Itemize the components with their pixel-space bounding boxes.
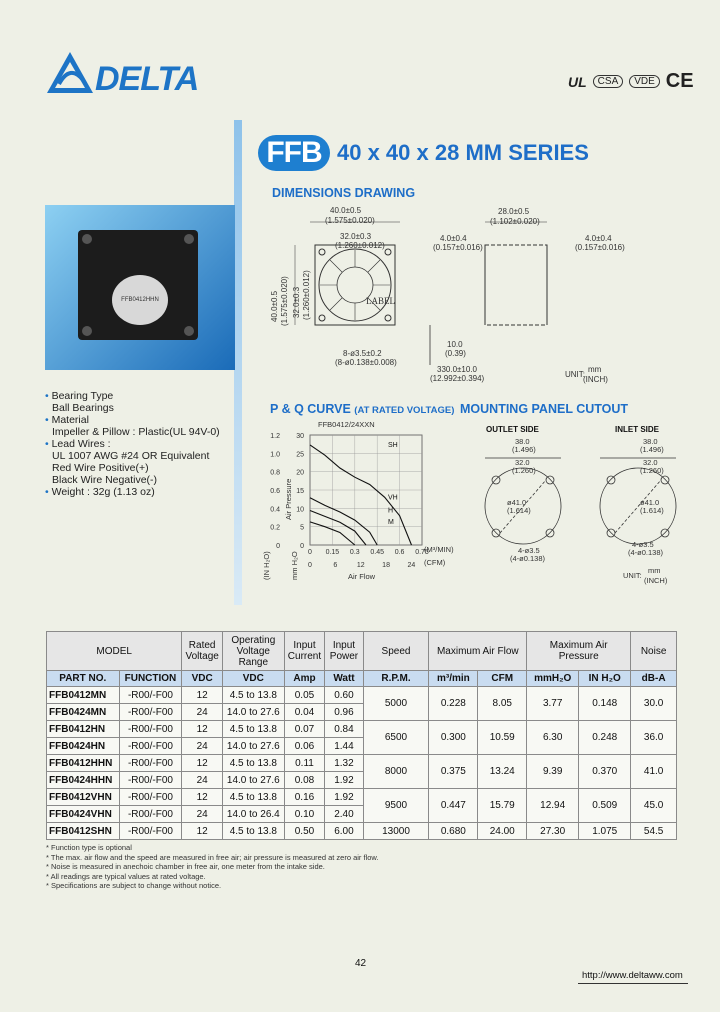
series-label-vh: VH: [388, 494, 398, 502]
series-line-h: [310, 511, 366, 546]
cell-part: FFB0412VHN: [47, 789, 120, 806]
series-label-h: H: [388, 507, 394, 515]
cell-range: 4.5 to 13.8: [223, 755, 285, 772]
cell-func: -R00/-F00: [119, 704, 182, 721]
spec-material-value: Impeller & Pillow : Plastic(UL 94V-0): [52, 426, 220, 438]
cell-flow_m3: 0.300: [429, 721, 478, 755]
outlet-w1: 38.0: [515, 437, 530, 446]
unit-inch: (INCH): [583, 375, 608, 384]
cell-amp: 0.05: [284, 687, 325, 704]
col-model: MODEL: [47, 632, 182, 671]
spec-lead-wire-black: Black Wire Negative(-): [52, 474, 158, 486]
unit-amp: Amp: [284, 671, 325, 687]
dim-depth-inch: (1.102±0.020): [490, 217, 540, 226]
cell-speed: 9500: [363, 789, 429, 823]
x-tick-m3min: 0: [308, 549, 312, 556]
dimensions-title: DIMENSIONS DRAWING: [272, 186, 416, 200]
cell-noise: 41.0: [631, 755, 677, 789]
cell-flow_m3: 0.228: [429, 687, 478, 721]
dim-wire-long-inch: (12.992±0.394): [430, 374, 485, 383]
cell-range: 14.0 to 27.6: [223, 738, 285, 755]
label-text: LABEL: [366, 296, 395, 306]
spec-lead-wire-red: Red Wire Positive(+): [52, 462, 149, 474]
unit-mm: mm: [588, 365, 602, 374]
col-input-current: Input Current: [284, 632, 325, 671]
cell-amp: 0.04: [284, 704, 325, 721]
fan-corner: [82, 234, 92, 244]
cell-rated: 24: [182, 738, 223, 755]
cell-watt: 1.32: [325, 755, 363, 772]
cell-inh2o: 0.370: [579, 755, 631, 789]
footer-divider: [578, 983, 688, 984]
cell-mmh2o: 3.77: [527, 687, 579, 721]
y-tick-inh2o: 1.0: [270, 451, 280, 459]
spec-material: • Material: [45, 414, 220, 426]
y-tick-inh2o: 0.6: [270, 488, 280, 495]
x-tick-cfm: 18: [382, 562, 390, 569]
cell-func: -R00/-F00: [119, 823, 182, 840]
pq-curve-title: [270, 402, 454, 416]
cell-watt: 0.84: [325, 721, 363, 738]
delta-logo-icon: [45, 50, 95, 95]
x-tick-m3min: 0.6: [394, 549, 405, 556]
col-speed: Speed: [363, 632, 429, 671]
inlet-dia: ø41.0: [640, 498, 660, 507]
cell-range: 4.5 to 13.8: [223, 823, 285, 840]
y-tick-mmh2o: 30: [296, 433, 304, 440]
unit-watt: Watt: [325, 671, 363, 687]
cell-part: FFB0412HN: [47, 721, 120, 738]
unit-cfm: CFM: [478, 671, 527, 687]
cell-range: 4.5 to 13.8: [223, 687, 285, 704]
footnote: * Noise is measured in anechoic chamber in free air, one meter from the intake side.: [46, 862, 325, 871]
mount-unit-label: UNIT:: [623, 571, 642, 580]
cell-mmh2o: 27.30: [527, 823, 579, 840]
unit-vdc-range: VDC: [223, 671, 285, 687]
fan-corner: [82, 326, 92, 336]
spec-weight: • Weight : 32g (1.13 oz): [45, 486, 220, 498]
cell-range: 14.0 to 27.6: [223, 704, 285, 721]
series-line-vh: [310, 498, 377, 545]
cell-cfm: 15.79: [478, 789, 527, 823]
cell-rated: 24: [182, 806, 223, 823]
cell-part: FFB0424HHN: [47, 772, 120, 789]
cell-cfm: 8.05: [478, 687, 527, 721]
cell-inh2o: 1.075: [579, 823, 631, 840]
y-tick-inh2o: 0.4: [270, 506, 280, 514]
y-tick-mmh2o: 10: [296, 506, 304, 514]
cell-noise: 36.0: [631, 721, 677, 755]
cell-func: -R00/-F00: [119, 687, 182, 704]
y-tick-mmh2o: 15: [296, 488, 304, 495]
cell-part: FFB0412HHN: [47, 755, 120, 772]
cell-func: -R00/-F00: [119, 806, 182, 823]
x-tick-cfm: 6: [333, 562, 338, 569]
cell-watt: 2.40: [325, 806, 363, 823]
col-input-power: Input Power: [325, 632, 363, 671]
x-tick-cfm: 12: [356, 562, 365, 569]
ce-mark-icon: CE: [665, 70, 694, 92]
x-tick-m3min: 0.15: [325, 549, 340, 556]
cell-watt: 0.96: [325, 704, 363, 721]
pq-y-mmh2o-label: mm H₂O: [290, 551, 299, 580]
dim-depth: 28.0±0.5: [498, 207, 530, 216]
cell-func: -R00/-F00: [119, 789, 182, 806]
dim-flange-left-inch: (0.157±0.016): [433, 243, 483, 252]
unit-function: FUNCTION: [119, 671, 182, 687]
y-tick-mmh2o: 0: [300, 543, 304, 550]
cell-mmh2o: 9.39: [527, 755, 579, 789]
cell-speed: 5000: [363, 687, 429, 721]
cell-range: 14.0 to 26.4: [223, 806, 285, 823]
side-accent-bar: [234, 120, 242, 605]
col-operating-voltage: Operating Voltage Range: [223, 632, 285, 671]
unit-rpm: R.P.M.: [363, 671, 429, 687]
cell-inh2o: 0.248: [579, 721, 631, 755]
x-tick-m3min: 0.3: [349, 549, 360, 556]
table-row: [47, 687, 677, 704]
dim-mount-hole-inch: (8-ø0.138±0.008): [335, 358, 397, 367]
cell-part: FFB0424MN: [47, 704, 120, 721]
footnote: * Specifications are subject to change without notice.: [46, 881, 222, 890]
pq-curve-subtitle: (AT RATED VOLTAGE): [354, 405, 455, 416]
cell-amp: 0.16: [284, 789, 325, 806]
outlet-hole: 4-ø3.5: [518, 546, 540, 555]
x-tick-cfm: 0: [308, 562, 312, 569]
inlet-side-label: INLET SIDE: [615, 425, 660, 434]
unit-m3min: m³/min: [429, 671, 478, 687]
pq-x-unit-m3: (M³/MIN): [424, 545, 454, 554]
unit-part-no: PART NO.: [47, 671, 120, 687]
dim-width: 40.0±0.5: [330, 206, 362, 215]
cell-func: -R00/-F00: [119, 755, 182, 772]
unit-dba: dB-A: [631, 671, 677, 687]
dim-flange-right-inch: (0.157±0.016): [575, 243, 625, 252]
cell-range: 4.5 to 13.8: [223, 721, 285, 738]
series-badge: FFB: [258, 135, 330, 171]
pq-y-axis-title: Air Pressure: [284, 478, 293, 520]
cell-watt: 1.92: [325, 772, 363, 789]
inlet-dia-inch: (1.614): [640, 506, 664, 515]
unit-mmh2o: mmH₂O: [527, 671, 579, 687]
cell-part: FFB0412SHN: [47, 823, 120, 840]
cell-flow_m3: 0.447: [429, 789, 478, 823]
spec-bearing: • Bearing Type: [45, 390, 220, 402]
cell-amp: 0.50: [284, 823, 325, 840]
spec-bearing-value: Ball Bearings: [52, 402, 114, 414]
cell-rated: 12: [182, 687, 223, 704]
y-tick-inh2o: 1.2: [270, 433, 280, 440]
pq-y-inh2o-label: (IN H₂O): [262, 551, 271, 580]
cell-part: FFB0412MN: [47, 687, 120, 704]
unit-vdc-rated: VDC: [182, 671, 223, 687]
cell-cfm: 10.59: [478, 721, 527, 755]
cell-rated: 12: [182, 721, 223, 738]
spec-lead-wires: • Lead Wires :: [45, 438, 220, 450]
cell-cfm: 24.00: [478, 823, 527, 840]
unit-inh2o: IN H₂O: [579, 671, 631, 687]
spec-table: [46, 631, 677, 840]
cell-amp: 0.07: [284, 721, 325, 738]
vde-mark-icon: VDE: [629, 75, 660, 88]
table-row: [47, 755, 677, 772]
dim-flange-right: 4.0±0.4: [585, 234, 612, 243]
cell-range: 14.0 to 27.6: [223, 772, 285, 789]
series-label-m: M: [388, 518, 394, 526]
dim-height: 40.0±0.5: [270, 290, 279, 322]
cell-rated: 24: [182, 704, 223, 721]
dim-hole: 32.0±0.3: [340, 232, 372, 241]
fan-corner: [184, 326, 194, 336]
cell-part: FFB0424VHN: [47, 806, 120, 823]
inlet-hole-inch: (4-ø0.138): [628, 548, 664, 557]
pq-x-unit-cfm: (CFM): [424, 558, 446, 567]
cell-amp: 0.10: [284, 806, 325, 823]
inlet-w2-inch: (1.260): [640, 466, 664, 475]
brand-name: DELTA: [95, 60, 199, 98]
cell-cfm: 13.24: [478, 755, 527, 789]
pq-model-label: FFB0412/24XXN: [318, 420, 375, 429]
cell-inh2o: 0.509: [579, 789, 631, 823]
outlet-w1-inch: (1.496): [512, 445, 536, 454]
outlet-hole-inch: (4-ø0.138): [510, 554, 546, 563]
table-row: [47, 721, 677, 738]
unit-label: UNIT:: [565, 370, 585, 379]
fan-label-sticker: FFB0412HHN: [112, 275, 168, 325]
dim-height-inch: (1.575±0.020): [280, 276, 289, 326]
dim-mount-hole: 8-ø3.5±0.2: [343, 349, 382, 358]
x-tick-m3min: 0.75: [415, 549, 429, 556]
footnote: * All readings are typical values at rated voltage.: [46, 871, 206, 881]
cell-mmh2o: 6.30: [527, 721, 579, 755]
y-tick-inh2o: 0.8: [270, 469, 280, 477]
ul-mark-icon: UL: [568, 73, 587, 90]
series-label-sh: SH: [388, 441, 398, 449]
dim-wire-short: 10.0: [447, 340, 463, 349]
dim-hole-vertical-inch: (1.260±0.012): [302, 270, 311, 320]
col-max-air-flow: Maximum Air Flow: [429, 632, 527, 671]
cell-watt: 1.44: [325, 738, 363, 755]
cell-watt: 0.60: [325, 687, 363, 704]
cell-rated: 24: [182, 772, 223, 789]
col-rated-voltage: Rated Voltage: [182, 632, 223, 671]
outlet-dia: ø41.0: [507, 498, 527, 507]
table-row: [47, 789, 677, 806]
cell-amp: 0.06: [284, 738, 325, 755]
footnote: * The max. air flow and the speed are measured in free air; air pressure is measured at zero air flow.: [46, 852, 379, 862]
cell-watt: 1.92: [325, 789, 363, 806]
outlet-w2-inch: (1.260): [512, 466, 536, 475]
y-tick-inh2o: 0.2: [270, 524, 280, 532]
x-tick-m3min: 0.45: [370, 549, 385, 556]
cell-watt: 6.00: [325, 823, 363, 840]
csa-mark-icon: CSA: [593, 75, 624, 88]
cell-flow_m3: 0.375: [429, 755, 478, 789]
cell-func: -R00/-F00: [119, 772, 182, 789]
cell-noise: 30.0: [631, 687, 677, 721]
outlet-side-label: OUTLET SIDE: [486, 425, 539, 434]
series-title: 40 x 40 x 28 MM SERIES: [337, 140, 589, 165]
pq-x-axis-title: Air Flow: [348, 572, 376, 581]
cell-rated: 12: [182, 823, 223, 840]
cell-flow_m3: 0.680: [429, 823, 478, 840]
dim-wire-short-inch: (0.39): [445, 349, 466, 358]
mount-unit-inch: (INCH): [644, 576, 668, 585]
mounting-title: MOUNTING PANEL CUTOUT: [460, 402, 629, 416]
cell-noise: 54.5: [631, 823, 677, 840]
cell-speed: 8000: [363, 755, 429, 789]
table-row: [47, 823, 677, 840]
mount-unit-mm: mm: [648, 566, 661, 575]
certification-marks: [568, 70, 694, 93]
outlet-w2: 32.0: [515, 458, 530, 467]
dim-hole-vertical: 32.0±0.3: [292, 286, 301, 318]
col-noise: Noise: [631, 632, 677, 671]
y-tick-mmh2o: 20: [296, 469, 304, 477]
dim-width-inch: (1.575±0.020): [325, 216, 375, 225]
cell-speed: 13000: [363, 823, 429, 840]
spec-lead-wire-awg: UL 1007 AWG #24 OR Equivalent: [52, 450, 210, 462]
cell-range: 4.5 to 13.8: [223, 789, 285, 806]
cell-mmh2o: 12.94: [527, 789, 579, 823]
cell-func: -R00/-F00: [119, 721, 182, 738]
dim-hole-inch: (1.260±0.012): [335, 241, 385, 250]
page-number: 42: [355, 958, 367, 969]
inlet-hole: 4-ø3.5: [632, 540, 654, 549]
website-link[interactable]: http://www.deltaww.com: [582, 970, 683, 981]
cell-amp: 0.08: [284, 772, 325, 789]
cell-rated: 12: [182, 789, 223, 806]
dim-wire-long: 330.0±10.0: [437, 365, 477, 374]
fan-corner: [184, 234, 194, 244]
inlet-w1: 38.0: [643, 437, 658, 446]
cell-rated: 12: [182, 755, 223, 772]
y-tick-inh2o: 0: [276, 543, 280, 550]
cell-part: FFB0424HN: [47, 738, 120, 755]
cell-noise: 45.0: [631, 789, 677, 823]
cell-func: -R00/-F00: [119, 738, 182, 755]
footnotes: [46, 843, 379, 891]
pq-curve-title-text: P & Q CURVE: [270, 402, 351, 416]
cell-speed: 6500: [363, 721, 429, 755]
y-tick-mmh2o: 25: [296, 451, 304, 459]
outlet-dia-inch: (1.614): [507, 506, 531, 515]
x-tick-cfm: 24: [407, 562, 416, 569]
cell-inh2o: 0.148: [579, 687, 631, 721]
spec-list: [45, 390, 220, 498]
dim-flange-left: 4.0±0.4: [440, 234, 467, 243]
col-max-air-pressure: Maximum Air Pressure: [527, 632, 631, 671]
y-tick-mmh2o: 5: [300, 524, 304, 532]
cell-amp: 0.11: [284, 755, 325, 772]
footnote: * Function type is optional: [46, 843, 132, 852]
inlet-w2: 32.0: [643, 458, 658, 467]
inlet-w1-inch: (1.496): [640, 445, 664, 454]
